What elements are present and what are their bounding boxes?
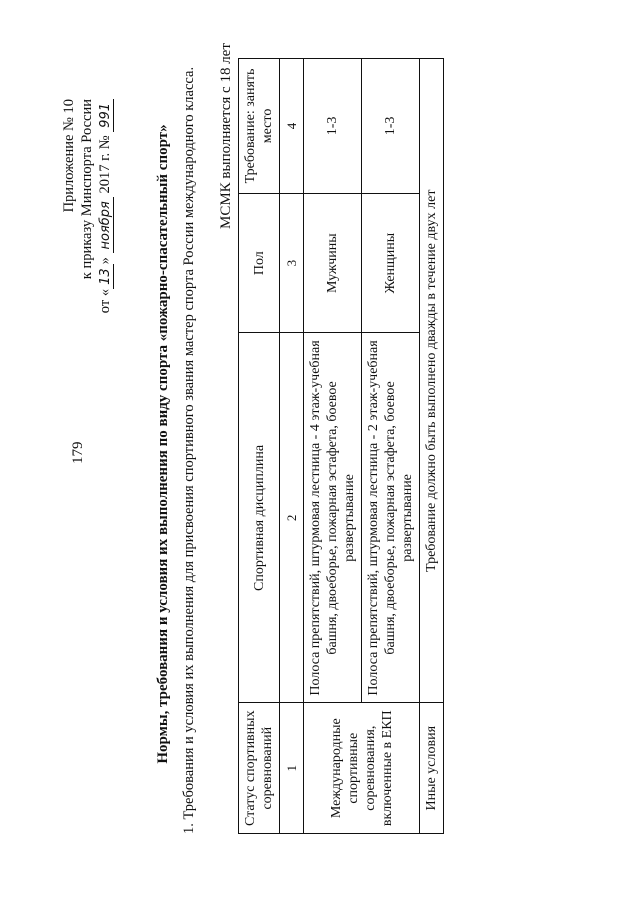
discipline-cell: Полоса препятствий, штурмовая лестница - 4 этаж-учебная башня, двоеборье, пожарная эстафета, боевое развертывание	[304, 333, 362, 703]
col-number: 2	[280, 333, 304, 703]
age-note: МСМК выполняется с 18 лет	[218, 43, 234, 229]
date-day: 13	[98, 264, 114, 289]
intro-paragraph: 1. Требования и условия их выполнения для присвоения спортивного звания мастер спорта России международного класса.	[181, 66, 197, 834]
document-title: Нормы, требования и условия их выполнения по виду спорта «пожарно-спасательный спорт»	[155, 124, 171, 764]
discipline-cell: Полоса препятствий, штурмовая лестница - 2 этаж-учебная башня, двоеборье, пожарная эстафета, боевое развертывание	[362, 333, 420, 703]
appendix-line1: Приложение № 10	[61, 99, 77, 213]
col-number: 3	[280, 193, 304, 333]
header-place: Требование: занять место	[239, 59, 280, 194]
place-cell: 1-3	[304, 59, 362, 194]
date-month: ноября	[98, 197, 114, 253]
order-number: 991	[98, 99, 114, 132]
appendix-date-line	[96, 99, 115, 313]
other-conditions-label: Иные условия	[420, 703, 444, 834]
col-number: 1	[280, 703, 304, 834]
gender-cell: Мужчины	[304, 193, 362, 333]
date-mid: »	[97, 257, 113, 265]
header-row	[239, 59, 280, 834]
gender-cell: Женщины	[362, 193, 420, 333]
col-number: 4	[280, 59, 304, 194]
norms-table	[238, 58, 444, 834]
header-status: Статус спортивных соревнований	[239, 703, 280, 834]
date-prefix: от «	[97, 288, 113, 314]
table-row	[304, 59, 362, 834]
header-gender: Пол	[239, 193, 280, 333]
status-cell: Международные спортивные соревнования, включенные в ЕКП	[304, 703, 420, 834]
column-numbers-row	[280, 59, 304, 834]
header-discipline: Спортивная дисциплина	[239, 333, 280, 703]
date-year: 2017 г. №	[97, 135, 113, 194]
other-conditions-text: Требование должно быть выполнено дважды в течение двух лет	[420, 59, 444, 703]
place-cell: 1-3	[362, 59, 420, 194]
page-number: 179	[70, 441, 86, 464]
appendix-header	[60, 99, 115, 313]
appendix-line2: к приказу Минспорта России	[79, 99, 95, 280]
other-conditions-row	[420, 59, 444, 834]
